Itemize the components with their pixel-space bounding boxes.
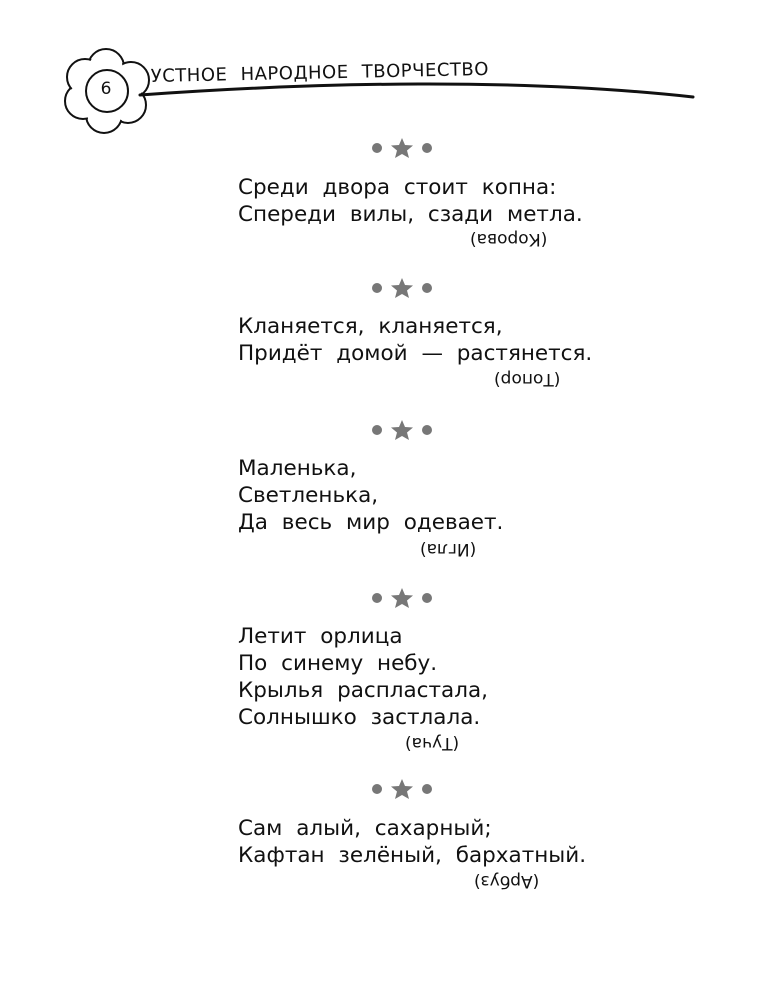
riddle-answer: (Корова) (470, 229, 548, 249)
riddle-answer: (Туча) (405, 733, 460, 753)
riddle-line: Сам алый, сахарный; (238, 816, 492, 841)
dot-icon (372, 593, 382, 603)
star-icon (391, 588, 413, 608)
riddle-line: Солнышко застлала. (238, 705, 481, 730)
riddle-line: Спереди вилы, сзади метла. (238, 202, 583, 227)
riddle-1 (238, 174, 658, 228)
star-divider (368, 587, 436, 609)
dot-icon (422, 143, 432, 153)
riddle-line: Кланяется, кланяется, (238, 314, 503, 339)
riddle-answer: (Игла) (420, 539, 477, 559)
section-title: УСТНОЕ НАРОДНОЕ ТВОРЧЕСТВО (150, 58, 490, 87)
dot-icon (422, 283, 432, 293)
riddle-2 (238, 313, 658, 367)
riddle-answer: (Арбуз) (474, 871, 540, 891)
riddle-line: Крылья распластала, (238, 678, 488, 703)
star-divider (368, 277, 436, 299)
riddle-4 (238, 623, 658, 731)
riddle-3 (238, 455, 658, 536)
riddle-line: Да весь мир одевает. (238, 510, 504, 535)
riddle-line: Придёт домой — растянется. (238, 341, 593, 366)
star-icon (391, 278, 413, 298)
riddle-line: Летит орлица (238, 624, 403, 649)
riddle-5 (238, 815, 658, 869)
star-icon (391, 779, 413, 799)
dot-icon (372, 425, 382, 435)
riddle-line: Маленька, (238, 456, 357, 481)
star-icon (391, 138, 413, 158)
star-divider (368, 419, 436, 441)
dot-icon (372, 143, 382, 153)
header-swoosh (140, 84, 693, 97)
riddle-line: Светленька, (238, 483, 379, 508)
dot-icon (372, 283, 382, 293)
riddle-line: Среди двора стоит копна: (238, 175, 557, 200)
riddle-answer: (Топор) (494, 369, 561, 389)
star-divider (368, 778, 436, 800)
riddle-line: Кафтан зелёный, бархатный. (238, 843, 587, 868)
dot-icon (422, 425, 432, 435)
riddle-line: По синему небу. (238, 651, 438, 676)
dot-icon (372, 784, 382, 794)
dot-icon (422, 784, 432, 794)
star-icon (391, 420, 413, 440)
page-header (0, 0, 760, 140)
dot-icon (422, 593, 432, 603)
page-number: 6 (100, 79, 112, 99)
star-divider (368, 137, 436, 159)
